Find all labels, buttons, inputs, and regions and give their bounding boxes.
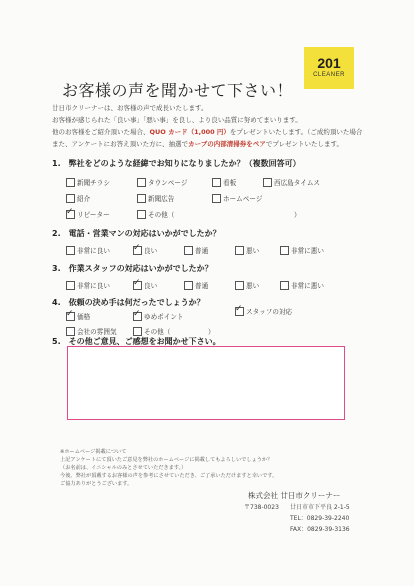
q4-option-atmosphere[interactable]: 会社の雰囲気 <box>66 326 117 336</box>
q4-option-staff[interactable]: ✓ スタッフの対応 <box>235 306 292 316</box>
q1-option-newspaper-ad[interactable]: 新聞広告 <box>137 193 174 203</box>
checkbox[interactable] <box>235 281 244 290</box>
q1-option-nishihiroshima-times[interactable]: 西広島タイムス <box>263 177 320 187</box>
intro-line-3-pre: 他のお客様をご紹介頂いた場合、 <box>52 128 150 136</box>
note-line-3: （お名前は、イニシャルのみとさせていただきます。） <box>60 465 187 471</box>
checkbox[interactable] <box>137 178 146 187</box>
q1-option-homepage[interactable]: ホームページ <box>212 193 262 203</box>
checkbox[interactable] <box>212 194 221 203</box>
q4-option-other[interactable]: その他（ <box>133 326 170 336</box>
note-line-1: ※ホームページ掲載について <box>60 449 127 455</box>
note-line-4: 今後、弊社が頂戴するお客様の声を参考にさせていただき、ご了承いただけますと幸いです。 <box>60 473 278 479</box>
intro-prize: カーブの内部清掃券をペア <box>188 140 266 148</box>
q4-option-yume-point[interactable]: ✓ ゆめポイント <box>133 311 184 321</box>
q1-option-referral[interactable]: 紹介 <box>66 193 90 203</box>
q4-option-price[interactable]: ✓ 価格 <box>66 311 90 321</box>
q2-option-very-bad[interactable]: 非常に悪い <box>280 245 324 255</box>
checkbox[interactable] <box>137 194 146 203</box>
intro-line-2: お客様が感じられた「良い事」「悪い事」を良し、より良い品質に努めてまいります。 <box>52 116 302 124</box>
company-logo <box>304 47 354 89</box>
checkbox[interactable] <box>280 281 289 290</box>
q1-option-other[interactable]: その他（ <box>137 209 174 219</box>
checkbox[interactable] <box>66 281 75 290</box>
checkbox[interactable] <box>66 246 75 255</box>
q3-option-normal[interactable]: 普通 <box>184 280 208 290</box>
checkbox-checked[interactable] <box>133 312 142 321</box>
company-address: 廿日市市下平良 2-1-5 <box>290 504 350 511</box>
checkbox-checked[interactable] <box>66 312 75 321</box>
intro-line-1: 廿日市クリーナーは、お客様の声で成長いたします。 <box>52 104 208 112</box>
logo-number: 201 <box>317 55 341 71</box>
intro-quo-card: QUO カード（1,000 円） <box>149 128 230 136</box>
question-3: 3. 作業スタッフの対応はいかがでしたか？ <box>52 264 213 273</box>
q3-option-very-bad[interactable]: 非常に悪い <box>280 280 324 290</box>
question-4: 4. 依頼の決め手は何だったでしょうか？ <box>52 298 205 307</box>
intro-line-3-post: をプレゼントいたします。（ご成約頂いた場合 <box>229 128 363 136</box>
checkbox-checked[interactable] <box>133 246 142 255</box>
question-5: 5. その他ご意見、ご感想をお聞かせ下さい。 <box>52 337 221 346</box>
note-line-2: 上記アンケートにて頂いたご意見を弊社のホームページに掲載してもよろしいでしょうか？ <box>60 457 273 463</box>
checkbox[interactable] <box>235 246 244 255</box>
intro-line-3 <box>52 127 362 136</box>
checkbox[interactable] <box>66 178 75 187</box>
checkbox[interactable] <box>184 281 193 290</box>
company-zip: 〒738-0023 <box>244 504 279 511</box>
checkbox[interactable] <box>280 246 289 255</box>
comment-textarea[interactable] <box>67 346 345 420</box>
logo-subtitle: CLEANER <box>313 72 345 78</box>
checkbox[interactable] <box>137 210 146 219</box>
q2-option-bad[interactable]: 悪い <box>235 245 259 255</box>
q2-option-very-good[interactable]: 非常に良い <box>66 245 110 255</box>
checkbox-checked[interactable] <box>66 210 75 219</box>
intro-line-4-pre: また、アンケートにお答え頂いた方に、抽選で <box>52 140 189 148</box>
checkbox-checked[interactable] <box>235 307 244 316</box>
checkbox[interactable] <box>263 178 272 187</box>
checkbox[interactable] <box>66 327 75 336</box>
q1-option-signboard[interactable]: 看板 <box>212 177 236 187</box>
company-name: 株式会社 廿日市クリーナー <box>248 491 341 500</box>
q4-other-close-paren: ） <box>208 328 215 336</box>
checkbox-checked[interactable] <box>133 281 142 290</box>
q2-option-good[interactable]: ✓ 良い <box>133 245 157 255</box>
page-title: お客様の声を聞かせて下さい！ <box>62 81 294 100</box>
question-2: 2. 電話・営業マンの対応はいかがでしたか？ <box>52 229 221 238</box>
q1-option-repeater[interactable]: ✓ リピーター <box>66 209 110 219</box>
checkbox[interactable] <box>133 327 142 336</box>
checkbox[interactable] <box>66 194 75 203</box>
q1-other-close-paren: ） <box>294 211 301 219</box>
intro-line-4-post: でプレゼントいたします。 <box>265 140 344 148</box>
company-tel: TEL：0829-39-2240 <box>290 515 350 522</box>
q3-option-very-good[interactable]: 非常に良い <box>66 280 110 290</box>
q2-option-normal[interactable]: 普通 <box>184 245 208 255</box>
note-line-5: ご協力ありがとうございます。 <box>60 481 133 487</box>
q1-option-newspaper-flyer[interactable]: 新聞チラシ <box>66 177 110 187</box>
checkbox[interactable] <box>212 178 221 187</box>
company-fax: FAX：0829-39-3136 <box>290 526 350 533</box>
intro-line-4 <box>52 139 343 148</box>
q1-option-townpage[interactable]: タウンページ <box>137 177 187 187</box>
question-1: 1. 弊社をどのような経緯でお知りになりましたか？（複数回答可） <box>52 159 301 168</box>
q3-option-good[interactable]: ✓ 良い <box>133 280 157 290</box>
checkbox[interactable] <box>184 246 193 255</box>
q3-option-bad[interactable]: 悪い <box>235 280 259 290</box>
